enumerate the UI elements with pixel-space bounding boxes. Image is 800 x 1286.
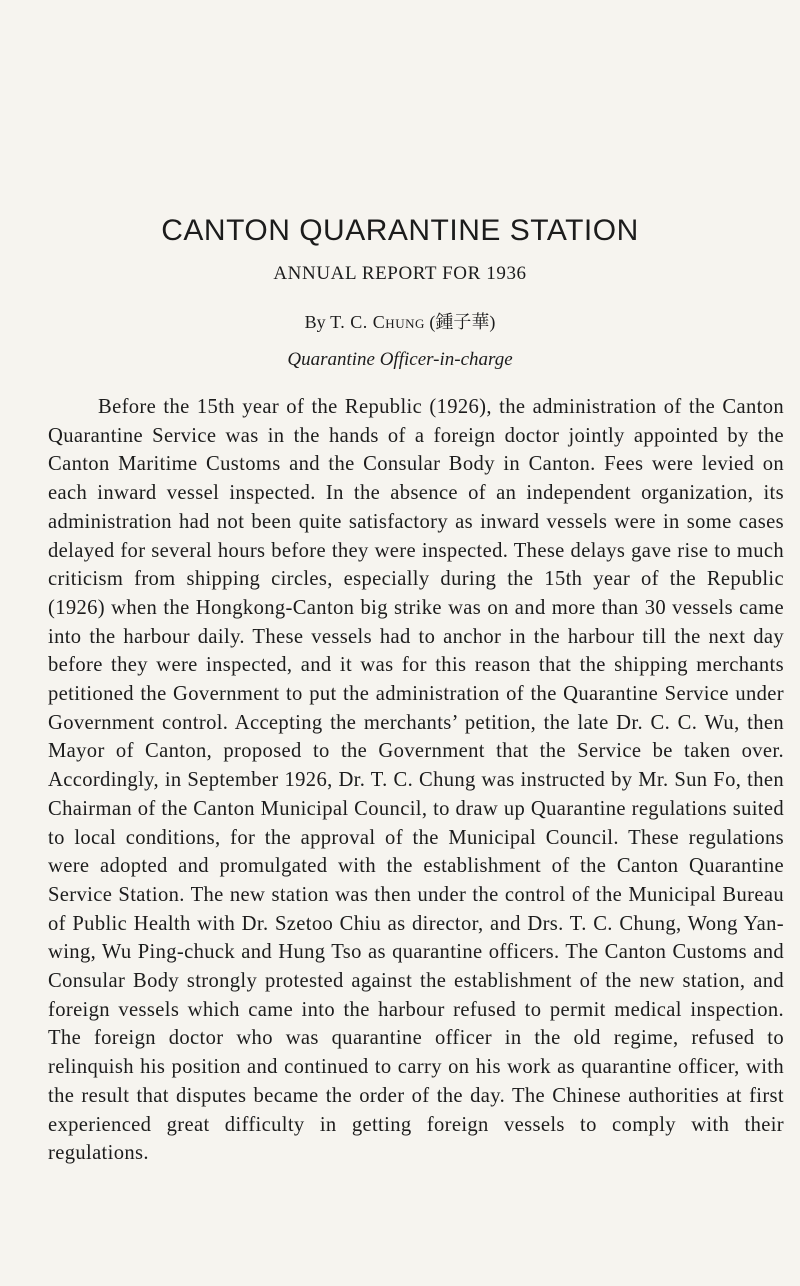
document-title: CANTON QUARANTINE STATION xyxy=(161,214,639,247)
byline-prefix: By xyxy=(304,312,326,332)
author-byline xyxy=(0,308,800,334)
author-role: Quarantine Officer-in-charge xyxy=(287,349,513,370)
author-chinese-name: (鍾子華) xyxy=(429,312,496,332)
report-subtitle: ANNUAL REPORT FOR 1936 xyxy=(273,263,527,284)
body-paragraph: Before the 15th year of the Republic (1926), the administration of the Canton Quarantine Service was in the hands of a foreign doctor jointly appointed by the Canton Maritime Customs and the Consular Body in Canton. Fees were levied on each inward vessel inspected. In the absence of an independent organization, its administration had not been quite satisfactory as inward vessels were in some cases delayed for several hours before they were inspected. These delays gave rise to much criticism from shipping circles, especially during the 15th year of the Republic (1926) when the Hongkong-Canton big strike was on and more than 30 vessels came into the harbour daily. These vessels had to anchor in the harbour till the next day before they were inspected, and it was for this reason that the shipping merchants petitioned the Government to put the administration of the Quarantine Service under Government control. Accepting the merchants’ petition, the late Dr. C. C. Wu, then Mayor of Canton, proposed to the Government that the Service be taken over. Accordingly, in September 1926, Dr. T. C. Chung was instructed by Mr. Sun Fo, then Chairman of the Canton Municipal Council, to draw up Quarantine regulations suited to local conditions, for the approval of the Municipal Council. These regulations were adopted and promulgated with the establishment of the Canton Quarantine Service Station. The new station was then under the control of the Municipal Bureau of Public Health with Dr. Szetoo Chiu as director, and Drs. T. C. Chung, Wong Yan-wing, Wu Ping-chuck and Hung Tso as quarantine officers. The Canton Customs and Consular Body strongly protested against the establishment of the new station, and foreign vessels which came into the harbour refused to permit medical inspection. The foreign doctor who was quarantine officer in the old regime, refused to relinquish his position and continued to carry on his work as quarantine officer, with the result that disputes became the order of the day. The Chinese authorities at first experienced great difficulty in getting foreign vessels to comply with their regulations. xyxy=(48,396,784,1165)
author-name: T. C. Chung xyxy=(330,312,425,332)
